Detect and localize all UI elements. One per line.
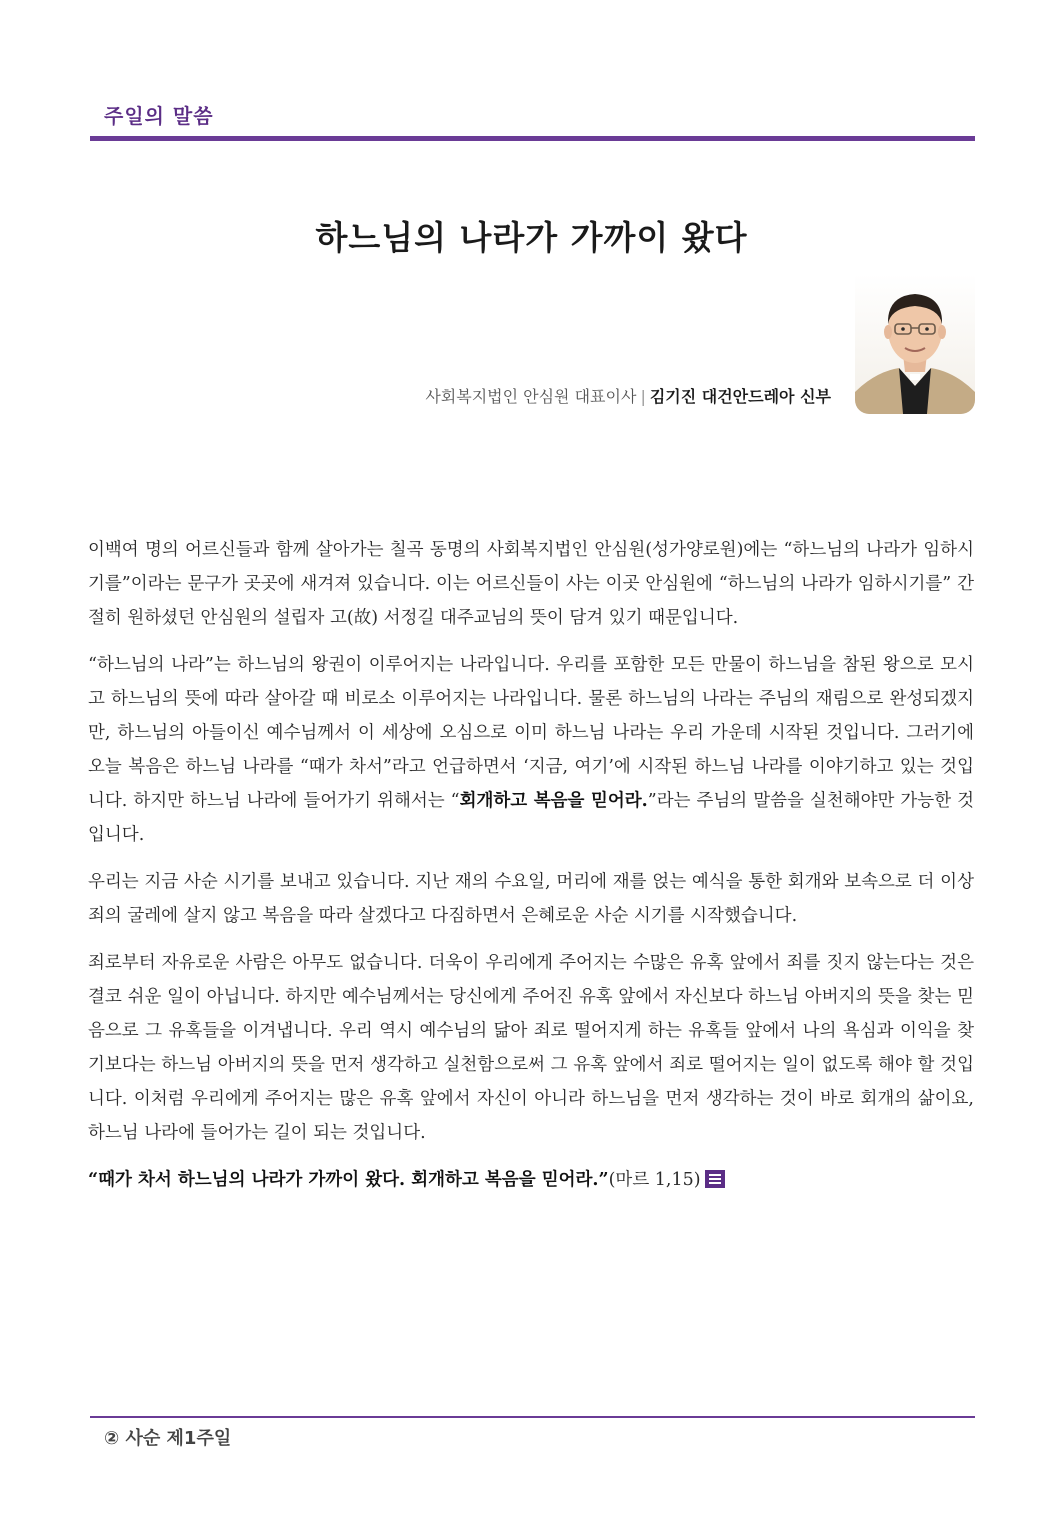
paragraph-text: 이백여 명의 어르신들과 함께 살아가는 칠곡 동명의 사회복지법인 안심원(성가양로원)에는 “하느님의 나라가 임하시기를”이라는 문구가 곳곳에 새겨져 있습니다. 이는 어르신들이 사는 이곳 안심원에 “하느님의 나라가 임하시기를” 간절히 원하셨던 안심원의 설립자 고(故) 서정길 대주교님의 뜻이 담겨 있기 때문입니다. (88, 540, 974, 628)
paragraph-4 (88, 946, 974, 1150)
paragraph-text: 우리는 지금 사순 시기를 보내고 있습니다. 지난 재의 수요일, 머리에 재를 얹는 예식을 통한 회개와 보속으로 더 이상 죄의 굴레에 살지 않고 복음을 따라 살겠다고 다짐하면서 은혜로운 사순 시기를 시작했습니다. (88, 872, 974, 926)
byline-separator: | (640, 387, 646, 406)
closing-quote: “때가 차서 하느님의 나라가 가까이 왔다. 회개하고 복음을 믿어라.” (88, 1170, 609, 1190)
end-mark-icon (705, 1170, 725, 1188)
author-role: 사회복지법인 안심원 대표이사 (425, 387, 637, 406)
top-divider (90, 136, 975, 141)
author-name: 김기진 대건안드레아 신부 (649, 387, 831, 406)
paragraph-3 (88, 865, 974, 933)
section-label: 주일의 말씀 (104, 104, 214, 128)
paragraph-2 (88, 648, 974, 852)
paragraph-text: ”라는 주님의 말씀을 실천해야만 가능한 것입니다. (88, 791, 974, 845)
closing-reference: (마르 1,15) (608, 1170, 701, 1190)
paragraph-1 (88, 533, 974, 635)
article-title: 하느님의 나라가 가까이 왔다 (315, 218, 748, 257)
author-photo (855, 274, 975, 414)
bottom-divider (90, 1416, 975, 1418)
paragraph-text: “하느님의 나라”는 하느님의 왕권이 이루어지는 나라입니다. 우리를 포함한 모든 만물이 하느님을 참된 왕으로 모시고 하느님의 뜻에 따라 살아갈 때 비로소 이루어지는 나라입니다. 물론 하느님의 나라는 주님의 재림으로 완성되겠지만, 하느님의 아들이신 예수님께서 이 세상에 오심으로 이미 하느님 나라는 우리 가운데 시작된 것입니다. 그러기에 오늘 복음은 하느님 나라를 “때가 차서”라고 언급하면서 ‘지금, 여기’에 시작된 하느님 나라를 이야기하고 있는 것입니다. 하지만 하느님 나라에 들어가기 위해서는 “ (88, 655, 974, 811)
page-footer: ② 사순 제1주일 (104, 1428, 232, 1449)
author-byline (425, 384, 831, 407)
closing-quote-line (88, 1163, 974, 1197)
paragraph-text: 죄로부터 자유로운 사람은 아무도 없습니다. 더욱이 우리에게 주어지는 수많은 유혹 앞에서 죄를 짓지 않는다는 것은 결코 쉬운 일이 아닙니다. 하지만 예수님께서는 당신에게 주어진 유혹 앞에서 자신보다 하느님 아버지의 뜻을 찾는 믿음으로 그 유혹들을 이겨냅니다. 우리 역시 예수님의 닮아 죄로 떨어지게 하는 유혹들 앞에서 나의 욕심과 이익을 찾기보다는 하느님 아버지의 뜻을 먼저 생각하고 실천함으로써 그 유혹 앞에서 죄로 떨어지는 일이 없도록 해야 할 것입니다. 이처럼 우리에게 주어지는 많은 유혹 앞에서 자신이 아니라 하느님을 먼저 생각하는 것이 바로 회개의 삶이요, 하느님 나라에 들어가는 길이 되는 것입니다. (88, 953, 974, 1143)
emphasis-text: 회개하고 복음을 믿어라. (459, 791, 648, 811)
article-body (88, 533, 974, 1210)
